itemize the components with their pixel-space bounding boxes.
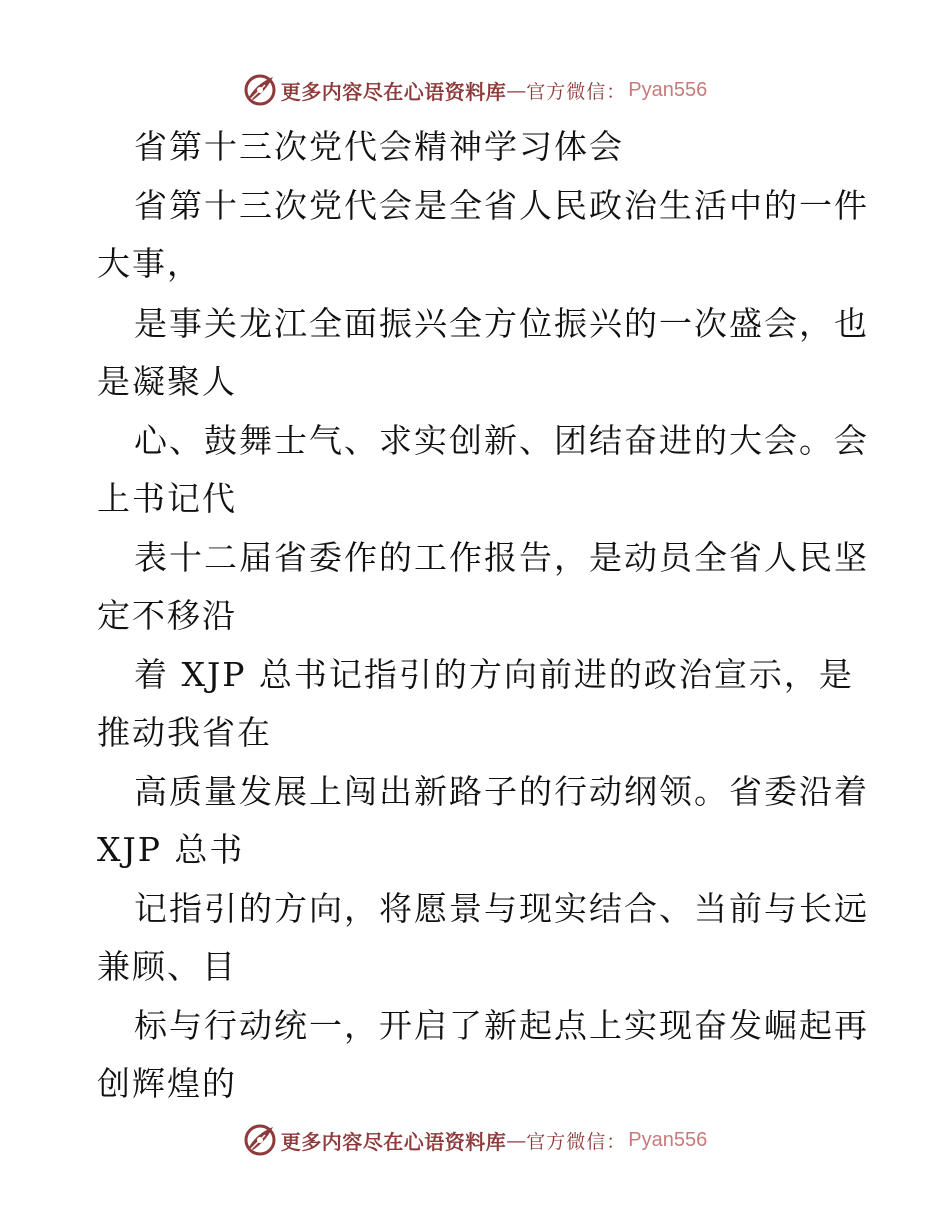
header-contact-id: Pyan556 <box>628 78 708 101</box>
footer-contact-label: 官方微信： <box>526 1130 627 1153</box>
paragraph-line: 是凝聚人 <box>97 362 237 401</box>
header-banner-text: 更多内容尽在心语资料库 <box>280 79 507 104</box>
paragraph-line: 表十二届省委作的工作报告，是动员全省人民坚 <box>134 538 869 577</box>
document-title: 省第十三次党代会精神学习体会 <box>134 127 624 166</box>
footer-contact-id: Pyan556 <box>628 1128 708 1151</box>
paragraph-line: 心、鼓舞士气、求实创新、团结奋进的大会。会 <box>134 421 869 460</box>
header-banner-separator: — <box>506 78 527 102</box>
header-banner <box>0 68 950 112</box>
paragraph-line: 定不移沿 <box>97 596 237 635</box>
header-banner-content <box>243 73 707 107</box>
paragraph-line: 推动我省在 <box>97 713 272 752</box>
paragraph-line: 兼顾、目 <box>97 947 237 986</box>
paragraph-line: 标与行动统一，开启了新起点上实现奋发崛起再 <box>134 1006 869 1045</box>
paragraph-line: 高质量发展上闯出新路子的行动纲领。省委沿着 <box>134 772 869 811</box>
footer-banner-text: 更多内容尽在心语资料库 <box>280 1129 507 1154</box>
quill-logo-icon <box>243 1123 277 1157</box>
quill-logo-icon <box>243 73 277 107</box>
paragraph-line: 大事， <box>97 244 202 283</box>
footer-banner-content <box>243 1123 707 1157</box>
footer-banner-separator: — <box>506 1128 527 1152</box>
paragraph-line: 创辉煌的 <box>97 1064 237 1103</box>
paragraph-line: 是事关龙江全面振兴全方位振兴的一次盛会，也 <box>134 304 869 343</box>
paragraph-line: 着 XJP 总书记指引的方向前进的政治宣示，是 <box>134 655 854 694</box>
paragraph-line: 省第十三次党代会是全省人民政治生活中的一件 <box>134 186 869 225</box>
footer-banner <box>0 1118 950 1162</box>
paragraph-line: 上书记代 <box>97 479 237 518</box>
paragraph-line: 记指引的方向，将愿景与现实结合、当前与长远 <box>134 889 869 928</box>
paragraph-line: XJP 总书 <box>97 830 245 869</box>
header-contact-label: 官方微信： <box>526 80 627 103</box>
